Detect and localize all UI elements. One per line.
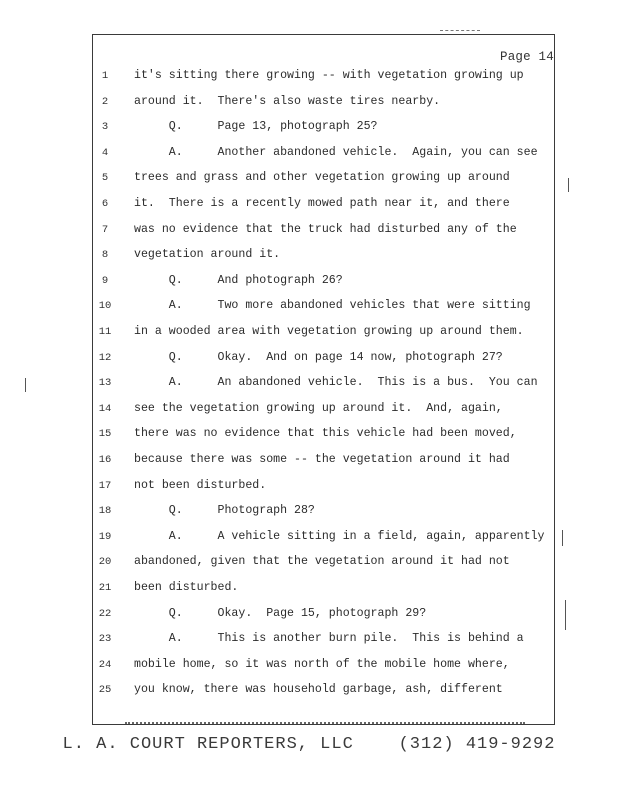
line-text: Q. Page 13, photograph 25? bbox=[134, 120, 378, 134]
line-number: 13 bbox=[98, 377, 112, 390]
transcript-line bbox=[0, 168, 618, 188]
line-number: 17 bbox=[98, 479, 112, 492]
line-text: it's sitting there growing -- with vegetation growing up bbox=[134, 69, 524, 82]
line-text: around it. There's also waste tires nearby. bbox=[134, 94, 441, 108]
line-text: A. Two more abandoned vehicles that were sitting bbox=[134, 299, 531, 313]
line-number: 18 bbox=[98, 505, 112, 518]
line-text: trees and grass and other vegetation growing up around bbox=[134, 171, 510, 185]
transcript-line bbox=[0, 117, 618, 137]
line-number: 10 bbox=[98, 300, 112, 313]
line-number: 15 bbox=[98, 428, 112, 441]
line-number: 5 bbox=[101, 172, 109, 185]
transcript-line bbox=[0, 373, 618, 393]
line-text: not been disturbed. bbox=[134, 478, 267, 492]
line-text: A. This is another burn pile. This is behind a bbox=[134, 632, 524, 646]
line-number: 22 bbox=[98, 607, 112, 620]
line-number: 19 bbox=[98, 530, 112, 543]
line-text: mobile home, so it was north of the mobile home where, bbox=[134, 657, 510, 671]
line-number: 20 bbox=[98, 556, 112, 569]
scan-artifact-bottom bbox=[125, 722, 525, 724]
margin-mark bbox=[565, 600, 566, 630]
transcript-line bbox=[0, 476, 618, 496]
line-text: Q. And photograph 26? bbox=[134, 273, 343, 287]
transcript-line bbox=[0, 92, 618, 112]
line-number: 7 bbox=[101, 223, 109, 236]
footer bbox=[0, 735, 618, 754]
page-number-label: Page 14 bbox=[500, 50, 554, 64]
transcript-line bbox=[0, 66, 618, 86]
transcript-line bbox=[0, 629, 618, 649]
line-text: it. There is a recently mowed path near it, and there bbox=[134, 197, 510, 210]
line-number: 14 bbox=[98, 402, 112, 415]
transcript-line bbox=[0, 271, 618, 291]
transcript-line bbox=[0, 194, 618, 214]
transcript-line bbox=[0, 680, 618, 700]
transcript-line bbox=[0, 655, 618, 675]
line-number: 12 bbox=[98, 351, 112, 364]
line-number: 4 bbox=[101, 146, 109, 159]
line-number: 1 bbox=[101, 70, 109, 82]
line-text: A. An abandoned vehicle. This is a bus. You can bbox=[134, 376, 538, 390]
transcript-line bbox=[0, 450, 618, 470]
line-number: 9 bbox=[101, 274, 109, 287]
line-text: abandoned, given that the vegetation around it had not bbox=[134, 555, 510, 569]
margin-mark bbox=[562, 530, 563, 546]
line-number: 16 bbox=[98, 454, 112, 466]
transcript-line bbox=[0, 527, 618, 547]
line-text: Q. Okay. And on page 14 now, photograph 27? bbox=[134, 350, 503, 364]
line-text: see the vegetation growing up around it. And, again, bbox=[134, 401, 503, 415]
transcript-line bbox=[0, 143, 618, 163]
transcript-line bbox=[0, 322, 618, 342]
transcript-line bbox=[0, 501, 618, 521]
line-number: 11 bbox=[98, 326, 112, 338]
transcript-line bbox=[0, 296, 618, 316]
line-number: 8 bbox=[101, 249, 109, 262]
transcript-line bbox=[0, 552, 618, 572]
line-number: 6 bbox=[101, 198, 109, 210]
line-number: 24 bbox=[98, 658, 112, 671]
line-text: there was no evidence that this vehicle had been moved, bbox=[134, 427, 517, 441]
line-number: 23 bbox=[98, 633, 112, 646]
transcript-line bbox=[0, 424, 618, 444]
transcript-line bbox=[0, 578, 618, 598]
transcript-line bbox=[0, 245, 618, 265]
line-number: 3 bbox=[101, 121, 109, 134]
line-number: 25 bbox=[98, 684, 112, 697]
footer-phone: (312) 419-9292 bbox=[398, 735, 556, 754]
line-number: 21 bbox=[98, 582, 112, 594]
margin-mark bbox=[25, 378, 26, 392]
line-text: you know, there was household garbage, ash, different bbox=[134, 683, 503, 697]
transcript-line bbox=[0, 399, 618, 419]
line-text: because there was some -- the vegetation around it had bbox=[134, 453, 510, 466]
line-text: in a wooded area with vegetation growing up around them. bbox=[134, 325, 524, 338]
line-text: vegetation around it. bbox=[134, 248, 281, 262]
line-text: been disturbed. bbox=[134, 581, 239, 594]
line-text: A. Another abandoned vehicle. Again, you can see bbox=[134, 145, 538, 159]
line-text: Q. Okay. Page 15, photograph 29? bbox=[134, 606, 427, 620]
transcript-line bbox=[0, 220, 618, 240]
transcript-line bbox=[0, 348, 618, 368]
transcript-line bbox=[0, 604, 618, 624]
margin-mark bbox=[568, 178, 569, 192]
line-text: was no evidence that the truck had disturbed any of the bbox=[134, 222, 517, 236]
line-number: 2 bbox=[101, 95, 109, 108]
line-text: A. A vehicle sitting in a field, again, apparently bbox=[134, 529, 545, 543]
footer-company: L. A. COURT REPORTERS, LLC bbox=[62, 735, 354, 754]
line-text: Q. Photograph 28? bbox=[134, 504, 315, 518]
scan-artifact-top bbox=[440, 30, 480, 31]
